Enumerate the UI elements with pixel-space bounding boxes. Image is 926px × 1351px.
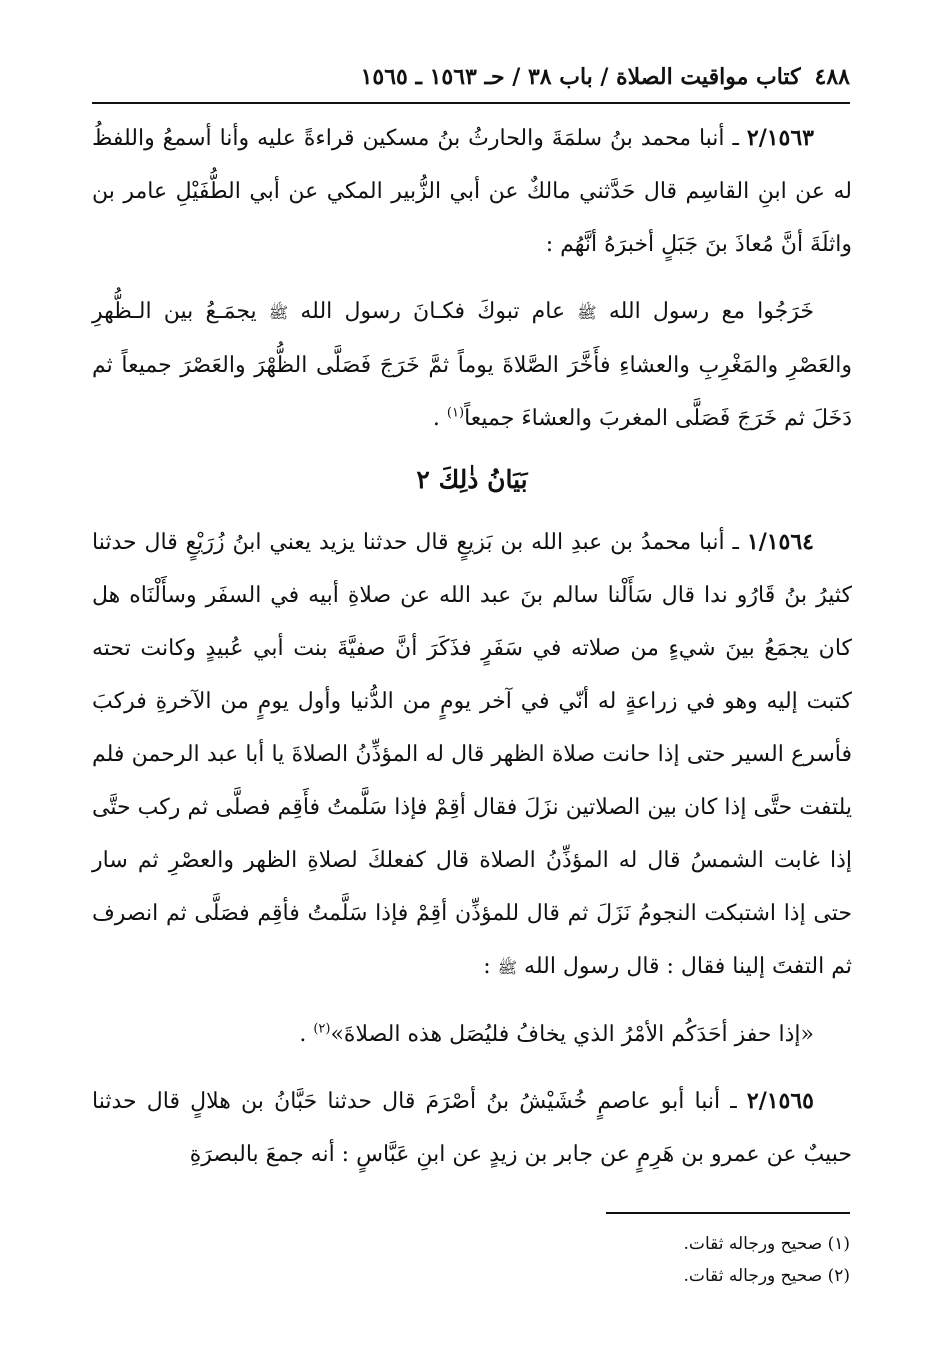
hadith-1563-matn: [92, 285, 852, 445]
chapter-heading: بَيَانُ ذٰلِكَ ٢: [416, 465, 528, 494]
matn-text: عام تبوكَ فكـانَ رسول الله: [300, 299, 566, 324]
hadith-number: ٢/١٥٦٥: [746, 1088, 814, 1114]
hadith-1564-quote: [92, 1008, 852, 1061]
header-rule: [92, 102, 850, 104]
footnote-marker: (٢): [827, 1266, 850, 1286]
colon: :: [483, 954, 491, 979]
page-header: [92, 60, 850, 104]
footnote-separator: [606, 1212, 850, 1214]
footnotes: [500, 1228, 850, 1292]
salutation-glyph: ﷺ: [577, 303, 597, 322]
full-stop: .: [432, 406, 440, 431]
footnote-ref: (١): [446, 405, 465, 421]
hadith-text: ـ أنبا محمد بنُ سلمَةَ والحارثُ بنُ مسكين قراءةً عليه وأنا أسمعُ واللفظُ له عن ابنِ القاسِم قال حَدَّثني مالكٌ عن أبي الزُّبير المكي عن أبي الطُّفَيْلِ عامر بن واثلَةَ أنَّ مُعاذَ بنَ جَبَلٍ أخبرَهُ أنَّهُم :: [92, 126, 852, 257]
hadith-text: ـ أنبا محمدُ بن عبدِ الله بن بَزيعٍ قال حدثنا يزيد يعني ابنُ زُرَيْعٍ قال حدثنا كثيرُ بنُ قَارُو ندا قال سَأَلْنا سالم بنَ عبد الله عن صلاةِ أبيه في السفَر وسأَلْنَاه هل كان يجمَعُ بينَ شيءٍ من صلاته في سَفَرٍ فذَكَرَ أنَّ صفيَّةَ بنت أبي عُبيدٍ وكانت تحته كتبت إليه وهو في زراعةٍ له أنّي في آخر يومٍ من الدُّنيا وأول يومٍ من الآخرةِ فركبَ فأسرع السير حتى إذا حانت صلاة الظهر قال له المؤذِّنُ الصلاةَ يا أبا عبد الرحمن فلم يلتفت حتَّى إذا كان بين الصلاتين نزَلَ فقال أقِمْ فإذا سَلَّمتُ فأَقِم فصلَّى ثم ركب حتَّى إذا غابت الشمسُ قال له المؤذِّنُ الصلاة قال كفعلكَ لصلاةِ الظهر والعصْرِ ثم سار حتى إذا اشتبكت النجومُ نَزَلَ ثم قال للمؤذِّن أقِمْ فإذا سَلَّمتُ فأقِم فصَلَّى ثم انصرف ثم التفتَ إلينا فقال : قال رسول الله: [92, 530, 852, 979]
hadith-number: ١/١٥٦٤: [746, 529, 814, 555]
matn-text: يجمَـعُ بين الـظُّهرِ والعَصْرِ والمَغْرِبِ والعشاءِ فأَخَّرَ الصَّلاةَ يوماً ثمَّ خَرَجَ فَصَلَّى الظُّهْرَ والعَصْرَ جميعاً ثم دَخَلَ ثم خَرَجَ فَصَلَّى المغربَ والعشاءَ جميعاً: [92, 299, 852, 431]
running-title: كتاب مواقيت الصلاة / باب ٣٨ / حـ ١٥٦٣ ـ ١٥٦٥: [360, 64, 801, 90]
quoted-saying: «إذا حفز أحَدَكُم الأمْرُ الذي يخافُ فليُصَل هذه الصلاةَ»: [330, 1022, 814, 1047]
footnote-2: [500, 1260, 850, 1292]
salutation-glyph: ﷺ: [268, 303, 289, 322]
footnote-ref: (٢): [313, 1021, 331, 1037]
hadith-1564: [92, 516, 852, 994]
full-stop: .: [299, 1022, 307, 1047]
footnote-marker: (١): [827, 1234, 850, 1254]
hadith-1563-isnad: [92, 112, 852, 271]
salutation-glyph: ﷺ: [497, 958, 518, 977]
main-text: [92, 112, 852, 1181]
page-number: ٤٨٨: [814, 64, 850, 90]
hadith-number: ٢/١٥٦٣: [746, 125, 814, 151]
footnote-1: [500, 1228, 850, 1260]
footnote-text: صحيح ورجاله ثقات.: [683, 1234, 823, 1254]
hadith-text: ـ أنبا أبو عاصمٍ خُشَيْشُ بنُ أصْرَمَ قال حدثنا حَبَّانُ بن هلالٍ قال حدثنا حبيبٌ عن عمرو بن هَرِمٍ عن جابر بن زيدٍ عن ابنِ عَبَّاسٍ : أنه جمعَ بالبصرَةِ: [92, 1089, 852, 1167]
matn-text: خَرَجُوا مع رسول الله: [608, 299, 814, 324]
footnote-text: صحيح ورجاله ثقات.: [683, 1266, 823, 1286]
hadith-1565: [92, 1075, 852, 1181]
